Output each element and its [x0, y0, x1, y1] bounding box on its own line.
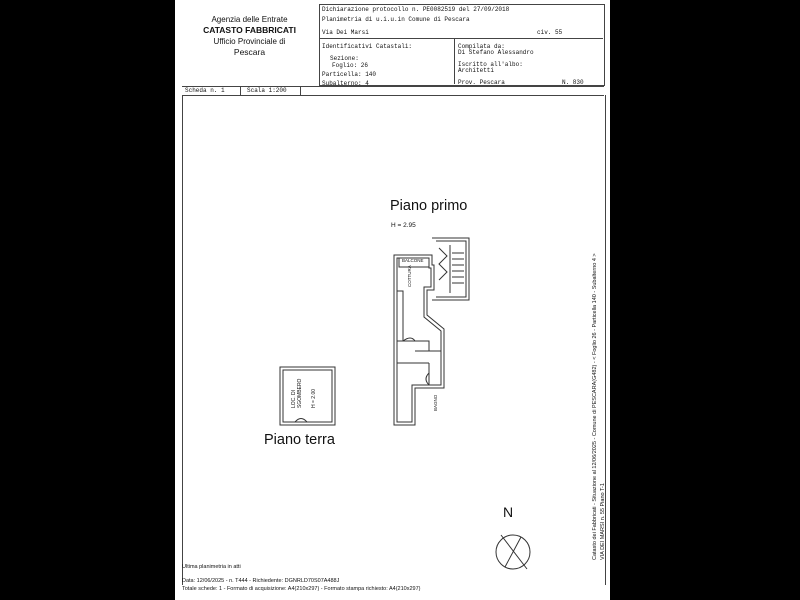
side-caption [587, 230, 609, 560]
agency-name: Agenzia delle Entrate [211, 15, 288, 24]
registry-name: CATASTO FABBRICATI [203, 25, 296, 35]
section-label: Sezione: [330, 55, 359, 62]
identifiers-label: Identificativi Catastali: [322, 43, 413, 50]
footer-line1: Ultima planimetria in atti [182, 564, 241, 570]
sheet-count: Scheda n. 1 [185, 87, 225, 94]
north-label: N [503, 504, 514, 520]
footer [182, 564, 482, 593]
agency-block [182, 14, 317, 58]
register-number: N. 830 [562, 79, 584, 86]
side-caption-line2: VIA DEI MARSI n. 55 Piano T-1 [600, 483, 606, 560]
storage-room-line1: LOC. DI [291, 389, 297, 408]
floor-plan-svg [183, 95, 605, 585]
province-text: Prov. Pescara [458, 79, 505, 86]
stair-steps [452, 253, 464, 283]
subunit-number: Subalterno: 4 [322, 80, 369, 87]
first-floor-height: H = 2.95 [391, 222, 416, 229]
strip-divider-2 [300, 87, 301, 95]
parcel-number: Particella: 140 [322, 71, 377, 78]
footer-line3: Totale schede: 1 - Formato di acquisizione: A4(210x297) - Formato stampa richiesto: A4(210x297) [182, 585, 421, 592]
kitchen-label: COTTURA [407, 265, 412, 287]
sheet-number: Foglio: 26 [332, 62, 369, 69]
scale-text: Scala 1:200 [247, 87, 287, 94]
header-divider [319, 38, 603, 39]
storage-room-line2: SGOMBERO [297, 378, 303, 408]
ground-floor-label: Piano terra [264, 432, 335, 448]
strip-divider [240, 87, 241, 95]
storage-room-label [291, 379, 303, 408]
drawing-area [182, 95, 606, 585]
ground-door-arc [295, 419, 307, 423]
bathroom-label: BAGNO [433, 394, 438, 411]
plan-title-text: Planimetria di u.i.u.in Comune di Pescara [322, 16, 470, 23]
ground-floor-height: H = 2.00 [311, 388, 317, 408]
wall-1 [397, 291, 403, 341]
office-name: Ufficio Provinciale di [213, 37, 286, 46]
side-caption-line1: Catasto dei Fabbricati - Situazione al 12/06/2025 - Comune di PESCARA(G482) - < Foglio 26 - Particella 140 - Subalterno 4 > [592, 253, 598, 560]
street-text: Via Dei Marsi [322, 29, 369, 36]
civic-number: civ. 55 [537, 29, 563, 36]
header [182, 8, 604, 86]
first-floor-label: Piano primo [390, 198, 468, 214]
footer-line2: Data: 12/06/2025 - n. T444 - Richiedente: DGNRLD70S07A488J [182, 577, 340, 584]
header-col-divider [454, 38, 455, 84]
compass-needle [501, 535, 527, 569]
stair-arrow [439, 248, 447, 280]
compiled-by-label: Compilata da: [458, 43, 505, 50]
office-city: Pescara [233, 47, 266, 57]
wall-2 [397, 341, 429, 351]
declaration-text: Dichiarazione protocollo n. PE0082519 del 27/09/2018 [322, 6, 510, 13]
register-label: Iscritto all'albo: [458, 61, 523, 68]
cadastral-sheet [175, 0, 610, 600]
ground-floor-outline [280, 367, 335, 425]
compiled-by-name: Di Stefano Alessandro [458, 49, 534, 56]
register-value: Architetti [458, 67, 495, 74]
balcony-label: BALCONE [402, 258, 424, 263]
